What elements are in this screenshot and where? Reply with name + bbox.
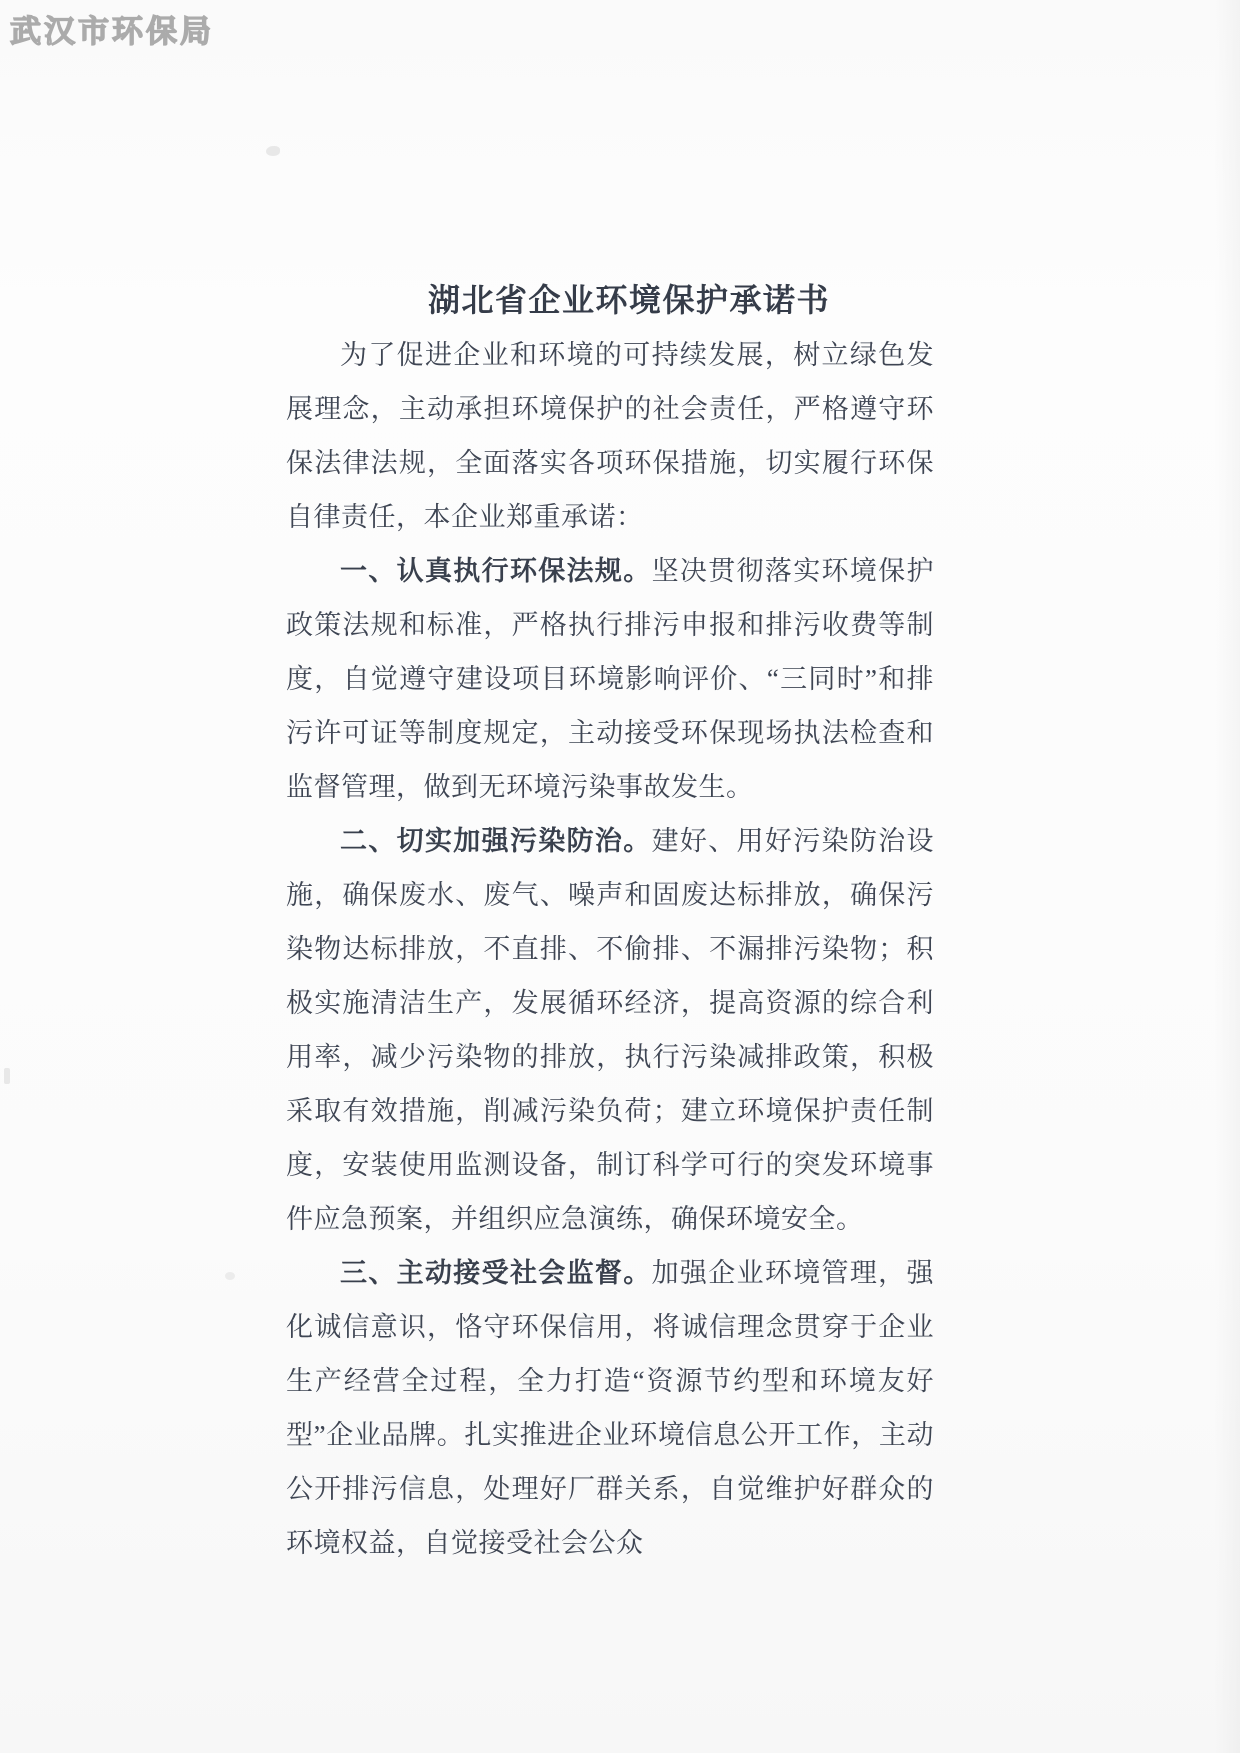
paragraph-text: 为了促进企业和环境的可持续发展，树立绿色发展理念，主动承担环境保护的社会责任，严格遵守环保法律法规，全面落实各项环保措施，切实履行环保自律责任，本企业郑重承诺： (286, 340, 934, 532)
watermark-agency-name: 武汉市环保局 (10, 14, 214, 49)
paragraph-item-3 (286, 1246, 934, 1570)
scan-edge-shadow (1214, 0, 1240, 1753)
paragraph-text: 建好、用好污染防治设施，确保废水、废气、噪声和固废达标排放，确保污染物达标排放，不直排、不偷排、不漏排污染物；积极实施清洁生产，发展循环经济，提高资源的综合利用率，减少污染物的排放，执行污染减排政策，积极采取有效措施，削减污染负荷；建立环境保护责任制度，安装使用监测设备，制订科学可行的突发环境事件应急预案，并组织应急演练，确保环境安全。 (286, 826, 935, 1234)
scan-speck (225, 1272, 235, 1280)
paragraph-lead: 一、认真执行环保法规。 (340, 556, 652, 586)
paragraph-text: 坚决贯彻落实环境保护政策法规和标准，严格执行排污申报和排污收费等制度，自觉遵守建设项目环境影响评价、“三同时”和排污许可证等制度规定，主动接受环保现场执法检查和监督管理，做到无环境污染事故发生。 (286, 556, 935, 802)
document-title: 湖北省企业环境保护承诺书 (427, 282, 830, 319)
document-body (286, 328, 934, 1570)
paragraph-lead: 二、切实加强污染防治。 (340, 826, 652, 856)
paragraph-text: 加强企业环境管理，强化诚信意识，恪守环保信用，将诚信理念贯穿于企业生产经营全过程，全力打造“资源节约型和环境友好型”企业品牌。扎实推进企业环境信息公开工作，主动公开排污信息，处理好厂群关系，自觉维护好群众的环境权益，自觉接受社会公众 (286, 1258, 935, 1558)
paragraph-item-2 (286, 814, 934, 1246)
paragraph-intro (286, 328, 934, 544)
paragraph-item-1 (286, 544, 934, 814)
scan-speck (266, 146, 280, 156)
scan-speck (4, 1068, 10, 1084)
paragraph-lead: 三、主动接受社会监督。 (340, 1258, 652, 1288)
